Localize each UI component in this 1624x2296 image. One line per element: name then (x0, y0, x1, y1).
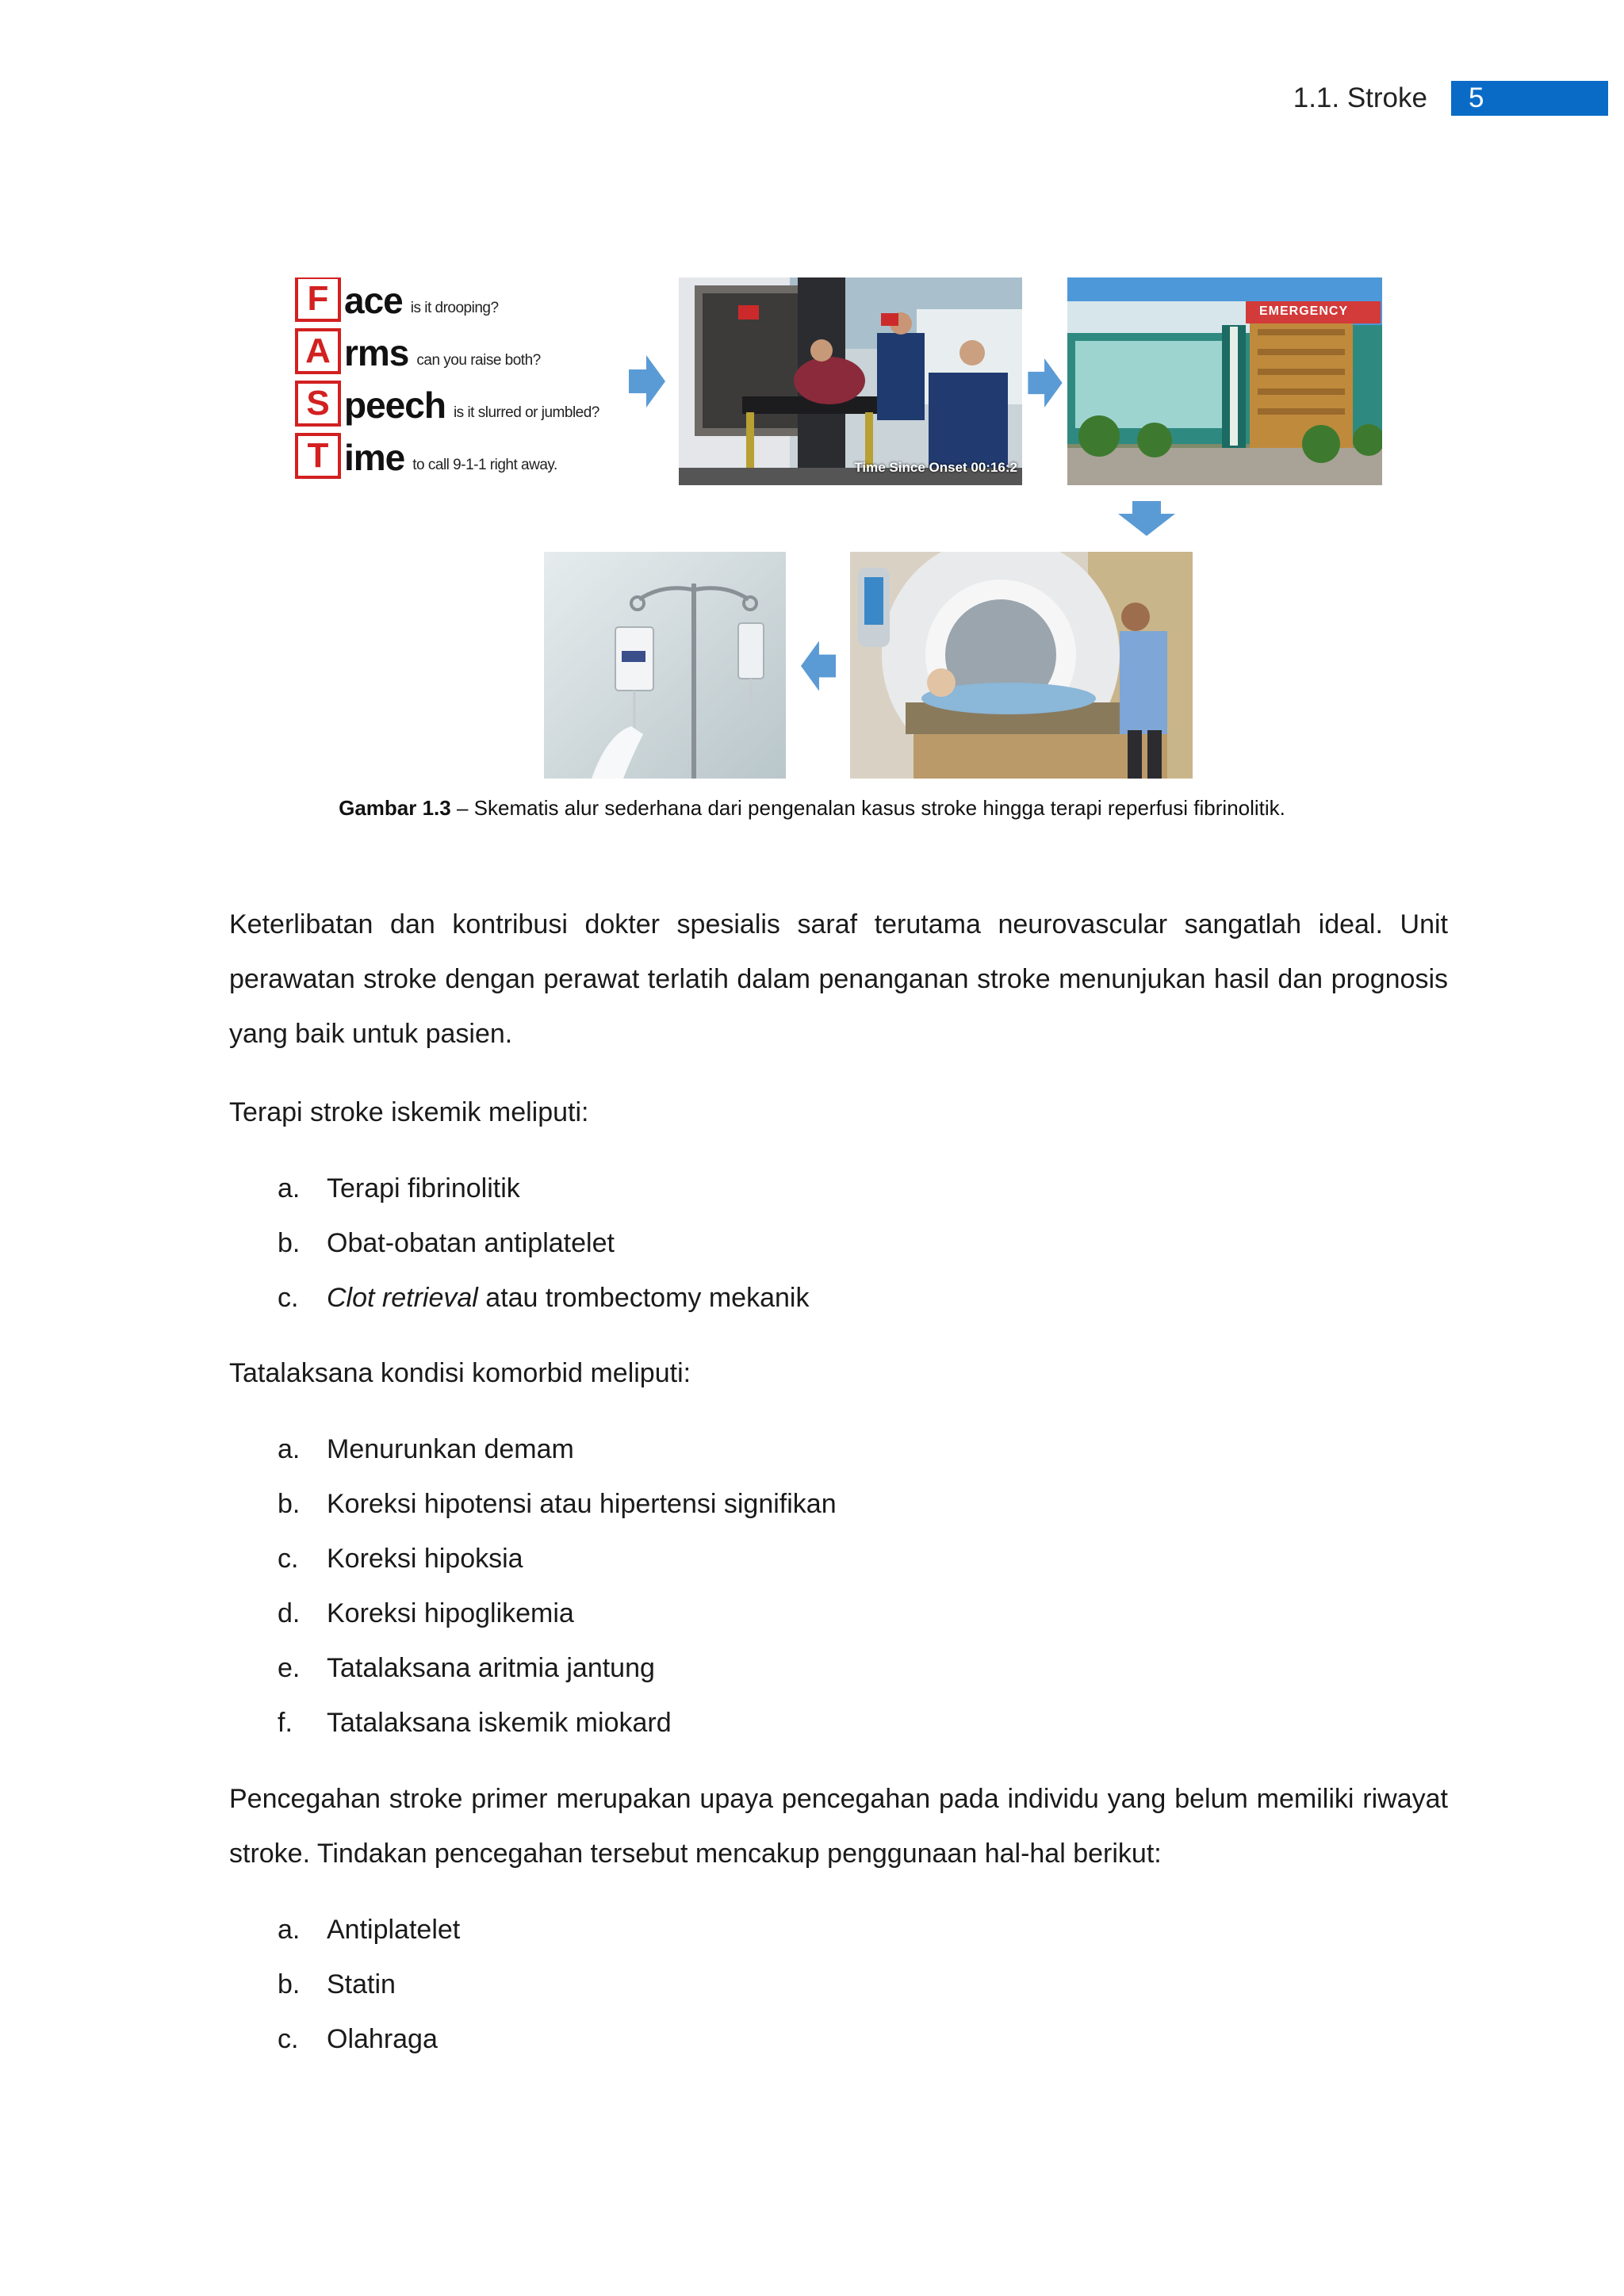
list-marker: f. (278, 1708, 293, 1738)
fast-question: can you raise both? (416, 352, 541, 369)
fast-letter: F (295, 277, 341, 322)
fast-letter: S (295, 381, 341, 427)
list-item (278, 1271, 1388, 1326)
list-text: Menurunkan demam (327, 1434, 574, 1464)
paragraph-neurovascular: Keterlibatan dan kontribusi dokter spesialis saraf terutama neurovascular sangatlah ideal. Unit perawatan stroke dengan perawat terlatih dalam penanganan stroke menunjukan hasil dan prognosis yang baik untuk pasien. (229, 909, 1448, 1049)
list-prevention (278, 1903, 1388, 2067)
list-item (278, 1903, 1388, 1957)
arrow-left-icon (801, 641, 836, 691)
hospital-photo (1067, 277, 1382, 485)
list-item (278, 1422, 1388, 1477)
list-marker: c. (278, 1544, 299, 1574)
list-text: Olahraga (327, 2024, 438, 2054)
list-text: Terapi fibrinolitik (327, 1173, 520, 1203)
iv-drip-photo (544, 552, 786, 779)
list-item (278, 1216, 1388, 1271)
list-marker: b. (278, 1969, 301, 1999)
arrow-right-icon (629, 355, 665, 408)
paragraph-comorbid-intro: Tatalaksana kondisi komorbid meliputi: (229, 1358, 691, 1388)
list-text: Antiplatelet (327, 1915, 461, 1945)
fast-word: peech (344, 385, 446, 426)
hospital-sign-text: EMERGENCY (1259, 304, 1349, 318)
fast-word: rms (344, 332, 409, 373)
arrow-right-icon (1028, 358, 1063, 408)
time-since-onset-label: Time Since Onset 00:16:2 (854, 460, 1017, 475)
paragraph-ischemic-therapy-intro: Terapi stroke iskemik meliputi: (229, 1097, 589, 1127)
list-text: Koreksi hipoksia (327, 1544, 523, 1574)
fast-question: is it drooping? (410, 300, 499, 316)
list-item (278, 1641, 1388, 1696)
fast-word: ace (344, 280, 403, 321)
list-marker: a. (278, 1173, 301, 1203)
running-header: 1.1. Stroke (1293, 82, 1427, 113)
list-marker: e. (278, 1653, 301, 1683)
caption-text: – Skematis alur sederhana dari pengenalan kasus stroke hingga terapi reperfusi fibrinolitik. (450, 796, 1285, 820)
list-text: Tatalaksana iskemik miokard (327, 1708, 672, 1738)
list-ischemic-therapy (278, 1161, 1388, 1326)
list-item (278, 2012, 1388, 2067)
list-comorbid (278, 1422, 1388, 1751)
list-text: Statin (327, 1969, 396, 1999)
fast-letter: T (295, 433, 341, 479)
list-marker: a. (278, 1915, 301, 1945)
list-marker: c. (278, 2024, 299, 2054)
list-text: Koreksi hipoglikemia (327, 1598, 574, 1628)
fast-question: is it slurred or jumbled? (453, 404, 599, 421)
list-marker: b. (278, 1228, 301, 1258)
arrow-down-icon (1118, 501, 1175, 536)
list-marker: b. (278, 1489, 301, 1519)
list-item (278, 1957, 1388, 2012)
fast-row-arms (295, 330, 541, 374)
fast-word: ime (344, 437, 405, 478)
fast-row-speech (295, 382, 599, 427)
fast-acronym-panel (293, 277, 650, 485)
page-number-badge: 5 (1451, 81, 1608, 116)
caption-label: Gambar 1.3 (339, 796, 451, 820)
list-text-italic: Clot retrieval (327, 1283, 478, 1313)
fast-row-time (295, 434, 557, 479)
list-item (278, 1532, 1388, 1586)
list-marker: d. (278, 1598, 301, 1628)
figure-caption (0, 796, 1624, 821)
fast-row-face (295, 277, 499, 322)
list-item (278, 1586, 1388, 1641)
paragraph-primary-prevention: Pencegahan stroke primer merupakan upaya pencegahan pada individu yang belum memiliki riwayat stroke. Tindakan pencegahan tersebut mencakup penggunaan hal-hal berikut: (229, 1784, 1448, 1869)
list-text: Obat-obatan antiplatelet (327, 1228, 615, 1258)
list-text: atau trombectomy mekanik (477, 1283, 810, 1313)
list-marker: a. (278, 1434, 301, 1464)
list-item (278, 1161, 1388, 1216)
fast-letter: A (295, 328, 341, 374)
list-marker: c. (278, 1283, 299, 1313)
list-item (278, 1696, 1388, 1751)
list-text: Koreksi hipotensi atau hipertensi signifikan (327, 1489, 837, 1519)
fast-question: to call 9-1-1 right away. (412, 457, 557, 473)
list-text: Tatalaksana aritmia jantung (327, 1653, 655, 1683)
list-item (278, 1477, 1388, 1532)
ct-scan-photo (850, 552, 1193, 779)
ambulance-photo (679, 277, 1022, 485)
